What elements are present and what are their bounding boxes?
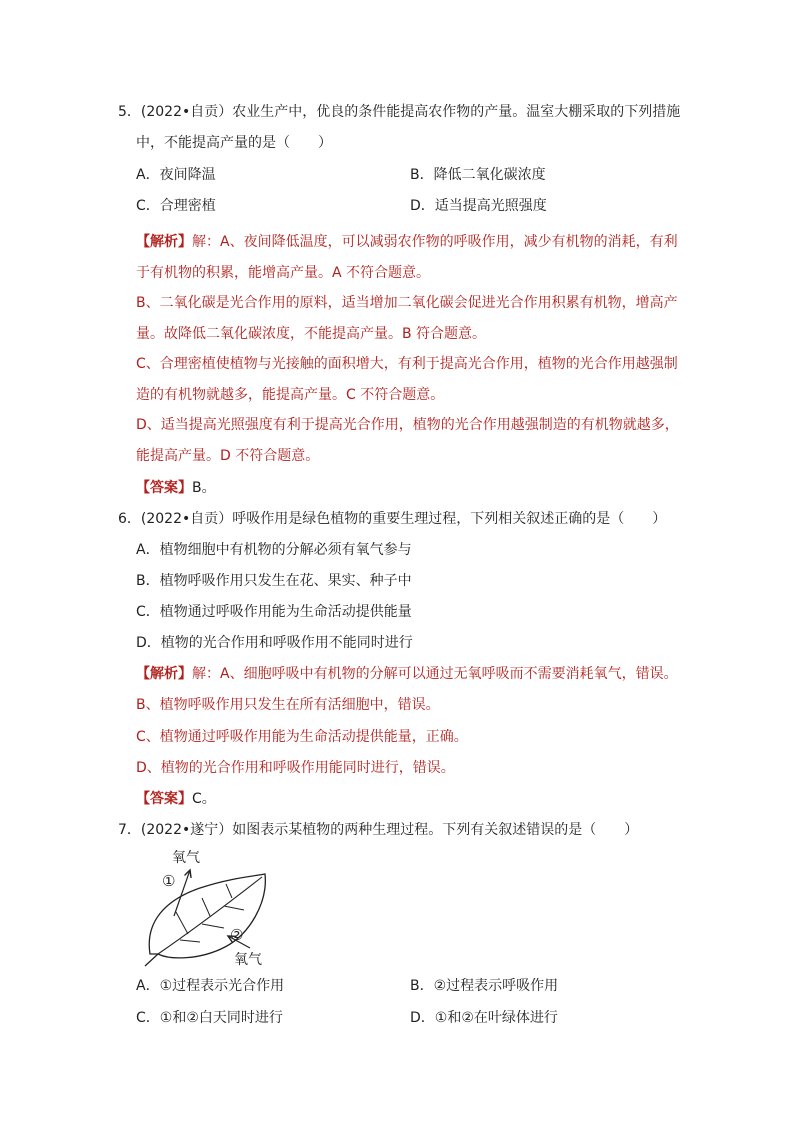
q6-analysis-line: B、植物呼吸作用只发生在所有活细胞中，错误。 (136, 697, 440, 713)
q6-analysis-line: D、植物的光合作用和呼吸作用能同时进行，错误。 (136, 760, 455, 776)
q5-stem-line2: 中，不能提高产量的是（ ） (136, 135, 332, 151)
q6-option-d: D．植物的光合作用和呼吸作用不能同时进行 (136, 635, 413, 651)
label-oxygen-top: 氧气 (172, 850, 200, 866)
q7-option-b: B．②过程表示呼吸作用 (410, 978, 559, 994)
q5-analysis-line (136, 232, 678, 252)
mark-1: ① (162, 872, 176, 890)
leaf-stem (145, 954, 158, 966)
q5-analysis-line: 于有机物的积累，能增高产量。A 不符合题意。 (136, 265, 431, 281)
q6-analysis-tag: 【解析】 (136, 666, 192, 682)
leaf-vein (224, 906, 244, 910)
q5-analysis-tag: 【解析】 (136, 234, 192, 250)
q5-option-c: C．合理密植 (136, 198, 216, 214)
q6-analysis-text: 解：A、细胞呼吸中有机物的分解可以通过无氧呼吸而不需要消耗氧气，错误。 (192, 666, 678, 682)
q5-analysis-line: B、二氧化碳是光合作用的原料，适当增加二氧化碳会促进光合作用积累有机物，增高产 (136, 295, 678, 311)
leaf-vein (176, 912, 188, 934)
q5-answer-tag: 【答案】 (136, 480, 192, 496)
q7-stem: 7．(2022•遂宁）如图表示某植物的两种生理过程。下列有关叙述错误的是（ ） (118, 822, 639, 838)
q6-analysis-line: C、植物通过呼吸作用能为生命活动提供能量，正确。 (136, 729, 468, 745)
q5-analysis-line: 能提高产量。D 不符合题意。 (136, 448, 320, 464)
q7-option-a: A．①过程表示光合作用 (136, 978, 285, 994)
q7-option-c: C．①和②白天同时进行 (136, 1010, 283, 1026)
q5-stem-line1: 5．(2022•自贡）农业生产中，优良的条件能提高农作物的产量。温室大棚采取的下列措施 (118, 104, 681, 120)
q6-option-a: A．植物细胞中有机物的分解必须有氧气参与 (136, 542, 412, 558)
q5-analysis-line: D、适当提高光照强度有利于提高光合作用，植物的光合作用越强制造的有机物就越多， (136, 417, 679, 433)
leaf-vein (202, 924, 224, 928)
q5-answer-line (136, 478, 216, 498)
q6-answer-line (136, 789, 216, 809)
q6-answer-tag: 【答案】 (136, 791, 192, 807)
q5-analysis-line: 造的有机物就越多，能提高产量。C 不符合题意。 (136, 387, 445, 403)
q6-analysis-line (136, 664, 678, 684)
q5-analysis-line: C、合理密植使植物与光接触的面积增大，有利于提高光合作用，植物的光合作用越强制 (136, 356, 678, 372)
q6-option-c: C．植物通过呼吸作用能为生命活动提供能量 (136, 604, 412, 620)
q7-option-d: D．①和②在叶绿体进行 (410, 1010, 558, 1026)
q5-option-d: D．适当提高光照强度 (410, 198, 547, 214)
q6-option-b: B．植物呼吸作用只发生在花、果实、种子中 (136, 573, 412, 589)
leaf-vein (180, 940, 200, 942)
mark-2: ② (230, 926, 244, 944)
q5-analysis-text: 解：A、夜间降低温度，可以减弱农作物的呼吸作用，减少有机物的消耗，有利 (192, 234, 678, 250)
leaf-vein (226, 884, 232, 898)
q5-option-b: B．降低二氧化碳浓度 (410, 167, 546, 183)
leaf-diagram (140, 842, 280, 970)
q6-answer: C。 (192, 791, 216, 807)
label-oxygen-bottom: 氧气 (234, 952, 262, 968)
q5-answer: B。 (192, 480, 216, 496)
q6-stem: 6．(2022•自贡）呼吸作用是绿色植物的重要生理过程，下列相关叙述正确的是（ ） (118, 511, 667, 527)
q5-analysis-line: 量。故降低二氧化碳浓度，不能提高产量。B 符合题意。 (136, 326, 487, 342)
leaf-vein (202, 898, 210, 916)
q5-option-a: A．夜间降温 (136, 167, 216, 183)
